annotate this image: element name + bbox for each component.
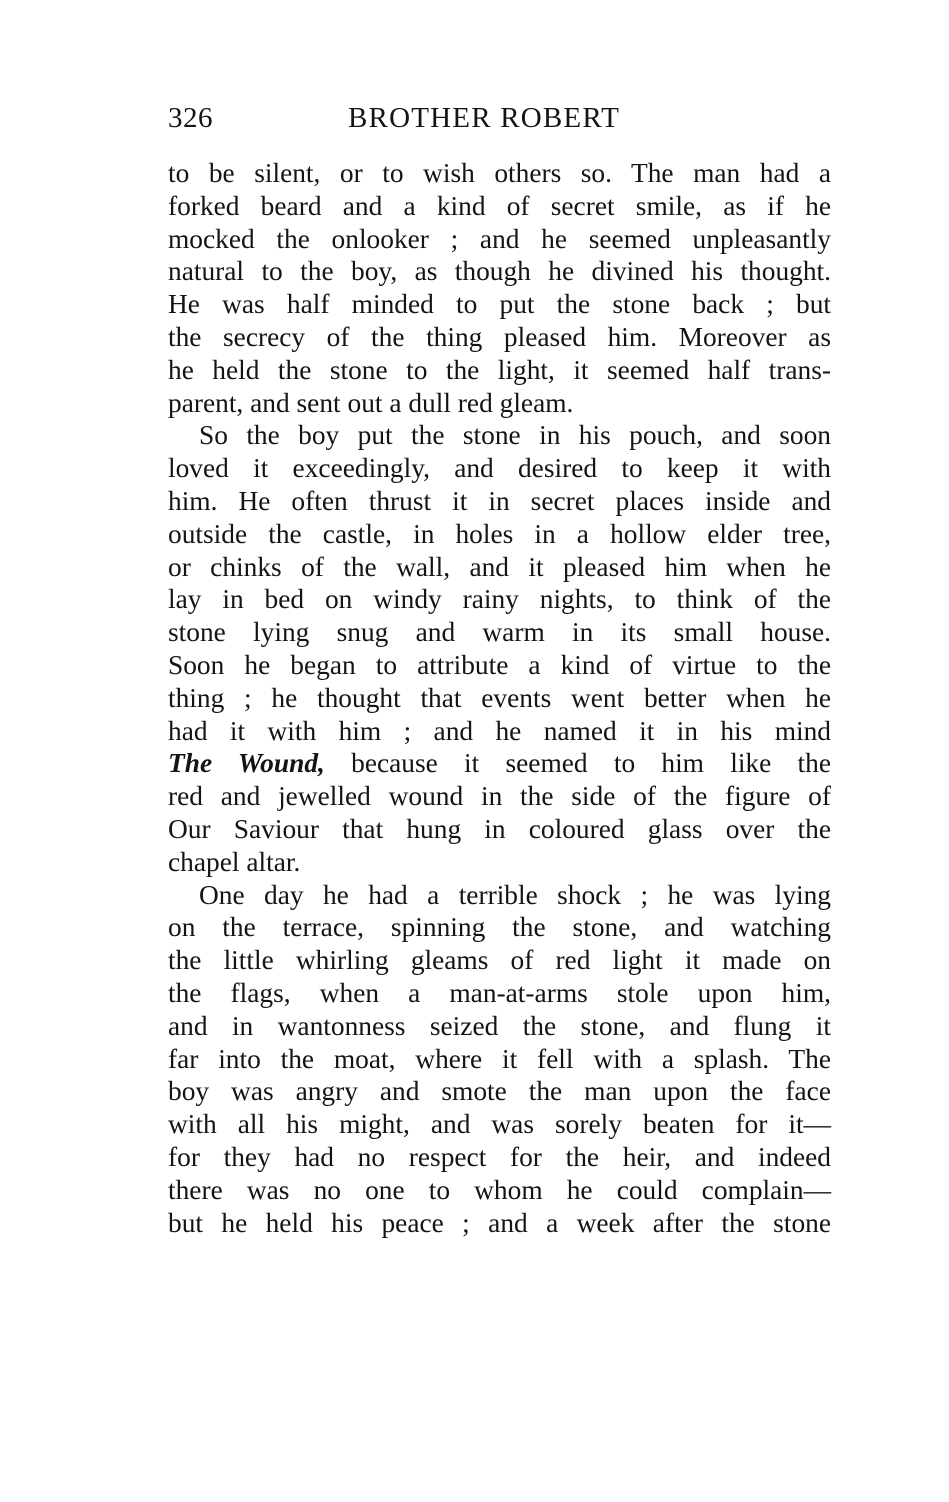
- text-line: One day he had a terrible shock ; he was lying: [199, 879, 831, 910]
- running-title: BROTHER ROBERT: [348, 102, 621, 134]
- text-line: mocked the onlooker ; and he seemed unpleasantly: [168, 223, 831, 254]
- text-line: with all his might, and was sorely beaten for it—: [168, 1109, 831, 1140]
- text-line: but he held his peace ; and a week after the stone: [168, 1207, 831, 1238]
- text-line: loved it exceedingly, and desired to keep it with: [168, 453, 831, 484]
- text-line: for they had no respect for the heir, and indeed: [168, 1141, 831, 1172]
- text-line: or chinks of the wall, and it pleased him when he: [168, 551, 831, 582]
- text-line: Our Saviour that hung in coloured glass over the: [168, 813, 831, 844]
- text-line: forked beard and a kind of secret smile, as if he: [168, 190, 831, 221]
- body-text: [168, 157, 831, 1239]
- running-head: [168, 102, 831, 142]
- text-line: stone lying snug and warm in its small house.: [168, 617, 831, 648]
- text-line: to be silent, or to wish others so. The man had a: [168, 158, 831, 188]
- text-line: parent, and sent out a dull red gleam.: [168, 387, 574, 418]
- text-line: on the terrace, spinning the stone, and watching: [168, 912, 831, 943]
- text-line: thing ; he thought that events went better when he: [168, 682, 831, 713]
- text-line: he held the stone to the light, it seemed half trans-: [168, 354, 831, 385]
- italic-title: The Wound,: [168, 748, 325, 779]
- text-line: red and jewelled wound in the side of the figure of: [168, 781, 831, 812]
- text-line: chapel altar.: [168, 846, 301, 877]
- text-line: He was half minded to put the stone back ; but: [168, 289, 831, 320]
- page-number: 326: [168, 102, 213, 134]
- text-line: the flags, when a man-at-arms stole upon him,: [168, 977, 831, 1008]
- text-line: boy was angry and smote the man upon the face: [168, 1076, 831, 1107]
- text-line-with-italic: [168, 747, 831, 780]
- text-line: him. He often thrust it in secret places inside and: [168, 485, 831, 516]
- text-line: there was no one to whom he could complain—: [168, 1174, 831, 1205]
- text-line-rest: because it seemed to him like the: [351, 748, 831, 779]
- text-line: and in wantonness seized the stone, and flung it: [168, 1010, 831, 1041]
- text-line: Soon he began to attribute a kind of virtue to the: [168, 649, 831, 680]
- text-line: So the boy put the stone in his pouch, and soon: [199, 420, 831, 451]
- text-line: outside the castle, in holes in a hollow elder tree,: [168, 518, 831, 549]
- text-line: far into the moat, where it fell with a splash. The: [168, 1043, 831, 1074]
- text-line: had it with him ; and he named it in his mind: [168, 715, 831, 746]
- text-line: the secrecy of the thing pleased him. Moreover as: [168, 321, 831, 352]
- text-line: the little whirling gleams of red light it made on: [168, 945, 831, 976]
- text-line: natural to the boy, as though he divined his thought.: [168, 256, 831, 287]
- text-line: lay in bed on windy rainy nights, to think of the: [168, 584, 831, 615]
